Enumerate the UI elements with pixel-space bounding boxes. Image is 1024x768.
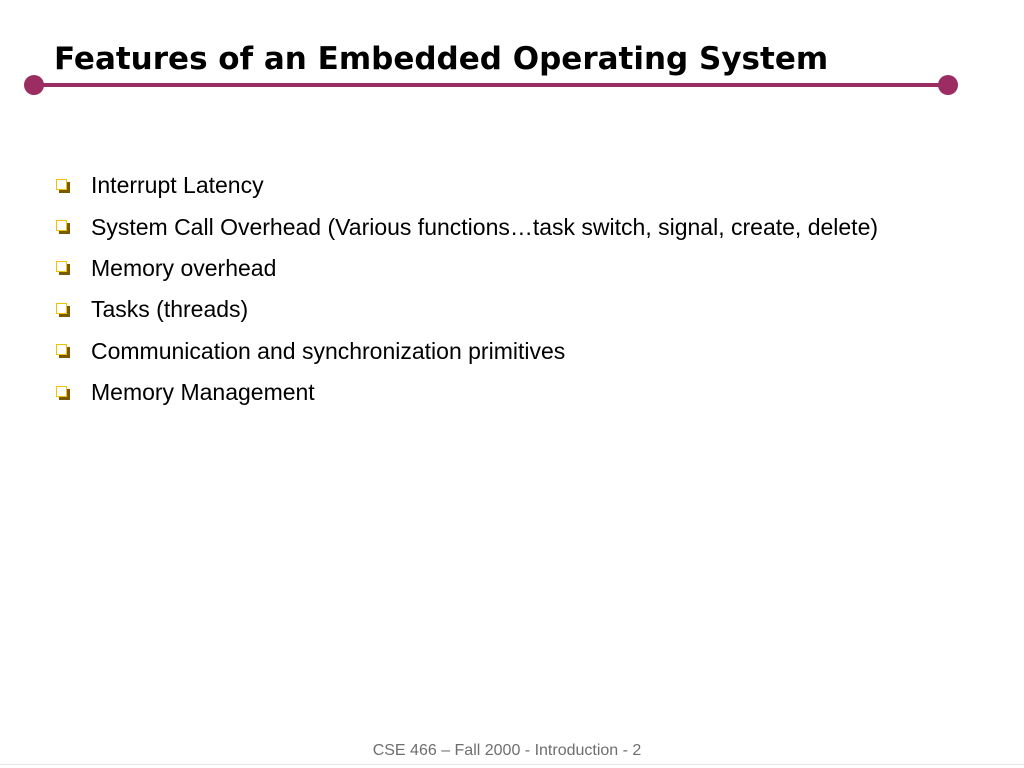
bullet-text: Communication and synchronization primitives xyxy=(91,337,566,364)
square-bullet-icon xyxy=(56,386,70,400)
square-bullet-icon xyxy=(56,179,70,193)
bullet-text: Memory overhead xyxy=(91,254,277,281)
bullet-list xyxy=(56,165,878,413)
bullet-text: System Call Overhead (Various functions…task switch, signal, create, delete) xyxy=(91,213,879,240)
underline-right-dot xyxy=(938,75,958,95)
slide-title: Features of an Embedded Operating System xyxy=(54,41,829,77)
square-bullet-icon xyxy=(56,303,70,317)
bullet-item xyxy=(56,165,878,206)
square-bullet-icon xyxy=(56,220,70,234)
square-bullet-icon xyxy=(56,344,70,358)
bullet-item xyxy=(56,331,878,372)
bullet-item xyxy=(56,248,878,289)
bullet-item xyxy=(56,289,878,330)
bullet-item xyxy=(56,372,878,413)
bullet-item xyxy=(56,206,878,247)
underline-left-dot xyxy=(24,75,44,95)
bottom-divider xyxy=(0,764,1024,765)
title-underline xyxy=(34,83,948,87)
slide-footer: CSE 466 – Fall 2000 - Introduction - 2 xyxy=(372,742,642,759)
bullet-text: Interrupt Latency xyxy=(91,172,264,199)
bullet-text: Tasks (threads) xyxy=(91,296,249,323)
square-bullet-icon xyxy=(56,261,70,275)
bullet-text: Memory Management xyxy=(91,379,315,406)
